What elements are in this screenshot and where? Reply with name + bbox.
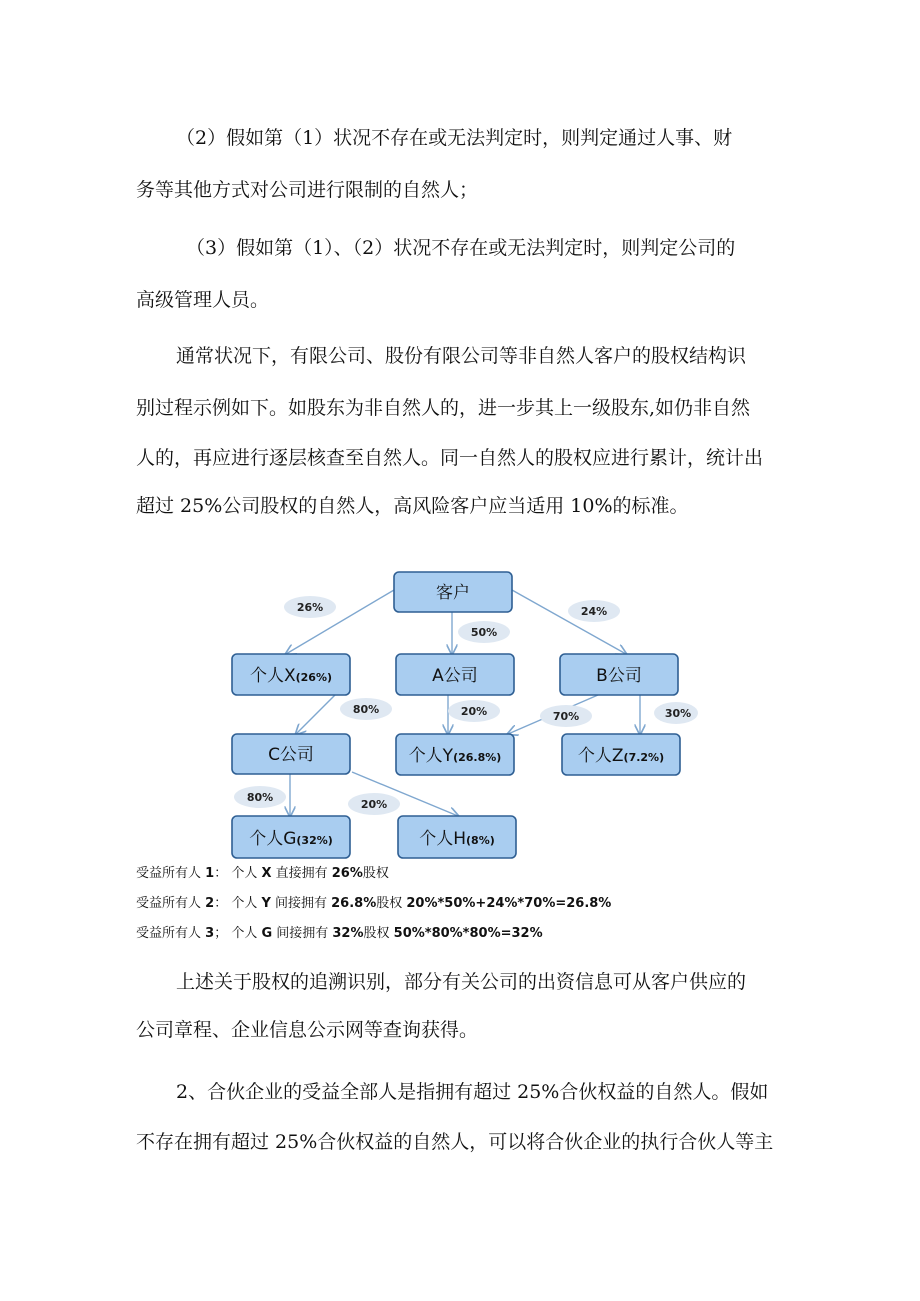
node-company-c	[232, 734, 350, 774]
svg-text:个人Z(7.2%): 个人Z(7.2%)	[577, 746, 665, 766]
svg-text:80%: 80%	[246, 791, 274, 804]
node-person-g	[232, 816, 350, 858]
svg-text:20%: 20%	[460, 705, 488, 718]
svg-text:个人H(8%): 个人H(8%)	[419, 829, 495, 849]
paragraph-3-line-2: 高级管理人员。	[136, 289, 270, 311]
svg-text:C公司: C公司	[268, 745, 314, 765]
paragraph-6-line-1: 2、合伙企业的受益全部人是指拥有超过 25%合伙权益的自然人。假如	[176, 1081, 769, 1103]
label-c-g	[234, 786, 286, 808]
paragraph-4-line-4: 超过 25%公司股权的自然人，高风险客户应当适用 10%的标准。	[136, 495, 689, 517]
caption-beneficial-owner-1: 受益所有人 1： 个人 X 直接拥有 26%股权	[136, 866, 389, 881]
svg-text:30%: 30%	[664, 707, 692, 720]
paragraph-2-line-1: （2）假如第（1）状况不存在或无法判定时，则判定通过人事、财	[176, 127, 733, 149]
paragraph-4-line-3: 人的，再应进行逐层核查至自然人。同一自然人的股权应进行累计，统计出	[136, 447, 764, 469]
label-customer-a	[458, 621, 510, 643]
label-b-z	[654, 702, 698, 724]
svg-text:70%: 70%	[552, 710, 580, 723]
svg-text:个人G(32%): 个人G(32%)	[249, 829, 333, 849]
svg-text:个人Y(26.8%): 个人Y(26.8%)	[408, 746, 502, 766]
node-person-z	[562, 734, 680, 775]
svg-text:26%: 26%	[296, 601, 324, 614]
svg-text:50%: 50%	[470, 626, 498, 639]
caption-beneficial-owner-3: 受益所有人 3； 个人 G 间接拥有 32%股权 50%*80%*80%=32%	[136, 926, 543, 941]
label-c-h	[348, 793, 400, 815]
node-company-a	[396, 654, 514, 695]
svg-text:客户: 客户	[436, 583, 470, 603]
label-b-y	[540, 705, 592, 727]
svg-text:个人X(26%): 个人X(26%)	[249, 666, 333, 686]
paragraph-3-line-1: （3）假如第（1）、（2）状况不存在或无法判定时，则判定公司的	[186, 237, 736, 259]
paragraph-5-line-2: 公司章程、企业信息公示网等查询获得。	[136, 1019, 479, 1041]
label-customer-b	[568, 600, 620, 622]
paragraph-4-line-2: 别过程示例如下。如股东为非自然人的，进一步其上一级股东,如仍非自然	[136, 397, 751, 419]
label-x-c	[340, 698, 392, 720]
node-customer	[394, 572, 512, 612]
node-company-b	[560, 654, 678, 695]
svg-text:B公司: B公司	[596, 666, 642, 686]
paragraph-6-line-2: 不存在拥有超过 25%合伙权益的自然人，可以将合伙企业的执行合伙人等主	[136, 1131, 774, 1153]
node-person-y	[396, 734, 514, 775]
paragraph-2-line-2: 务等其他方式对公司进行限制的自然人；	[136, 179, 479, 201]
svg-text:A公司: A公司	[432, 666, 478, 686]
svg-text:80%: 80%	[352, 703, 380, 716]
label-a-y	[448, 700, 500, 722]
svg-text:20%: 20%	[360, 798, 388, 811]
caption-beneficial-owner-2: 受益所有人 2： 个人 Y 间接拥有 26.8%股权 20%*50%+24%*70%=26.8%	[136, 896, 612, 911]
svg-text:24%: 24%	[580, 605, 608, 618]
paragraph-4-line-1: 通常状况下，有限公司、股份有限公司等非自然人客户的股权结构识	[176, 345, 747, 367]
label-customer-x	[284, 596, 336, 618]
edge-x-c	[296, 694, 336, 734]
paragraph-5-line-1: 上述关于股权的追溯识别，部分有关公司的出资信息可从客户供应的	[176, 971, 747, 993]
edge-customer-b	[512, 590, 626, 654]
node-person-x	[232, 654, 350, 695]
edge-labels	[234, 596, 698, 815]
node-person-h	[398, 816, 516, 858]
